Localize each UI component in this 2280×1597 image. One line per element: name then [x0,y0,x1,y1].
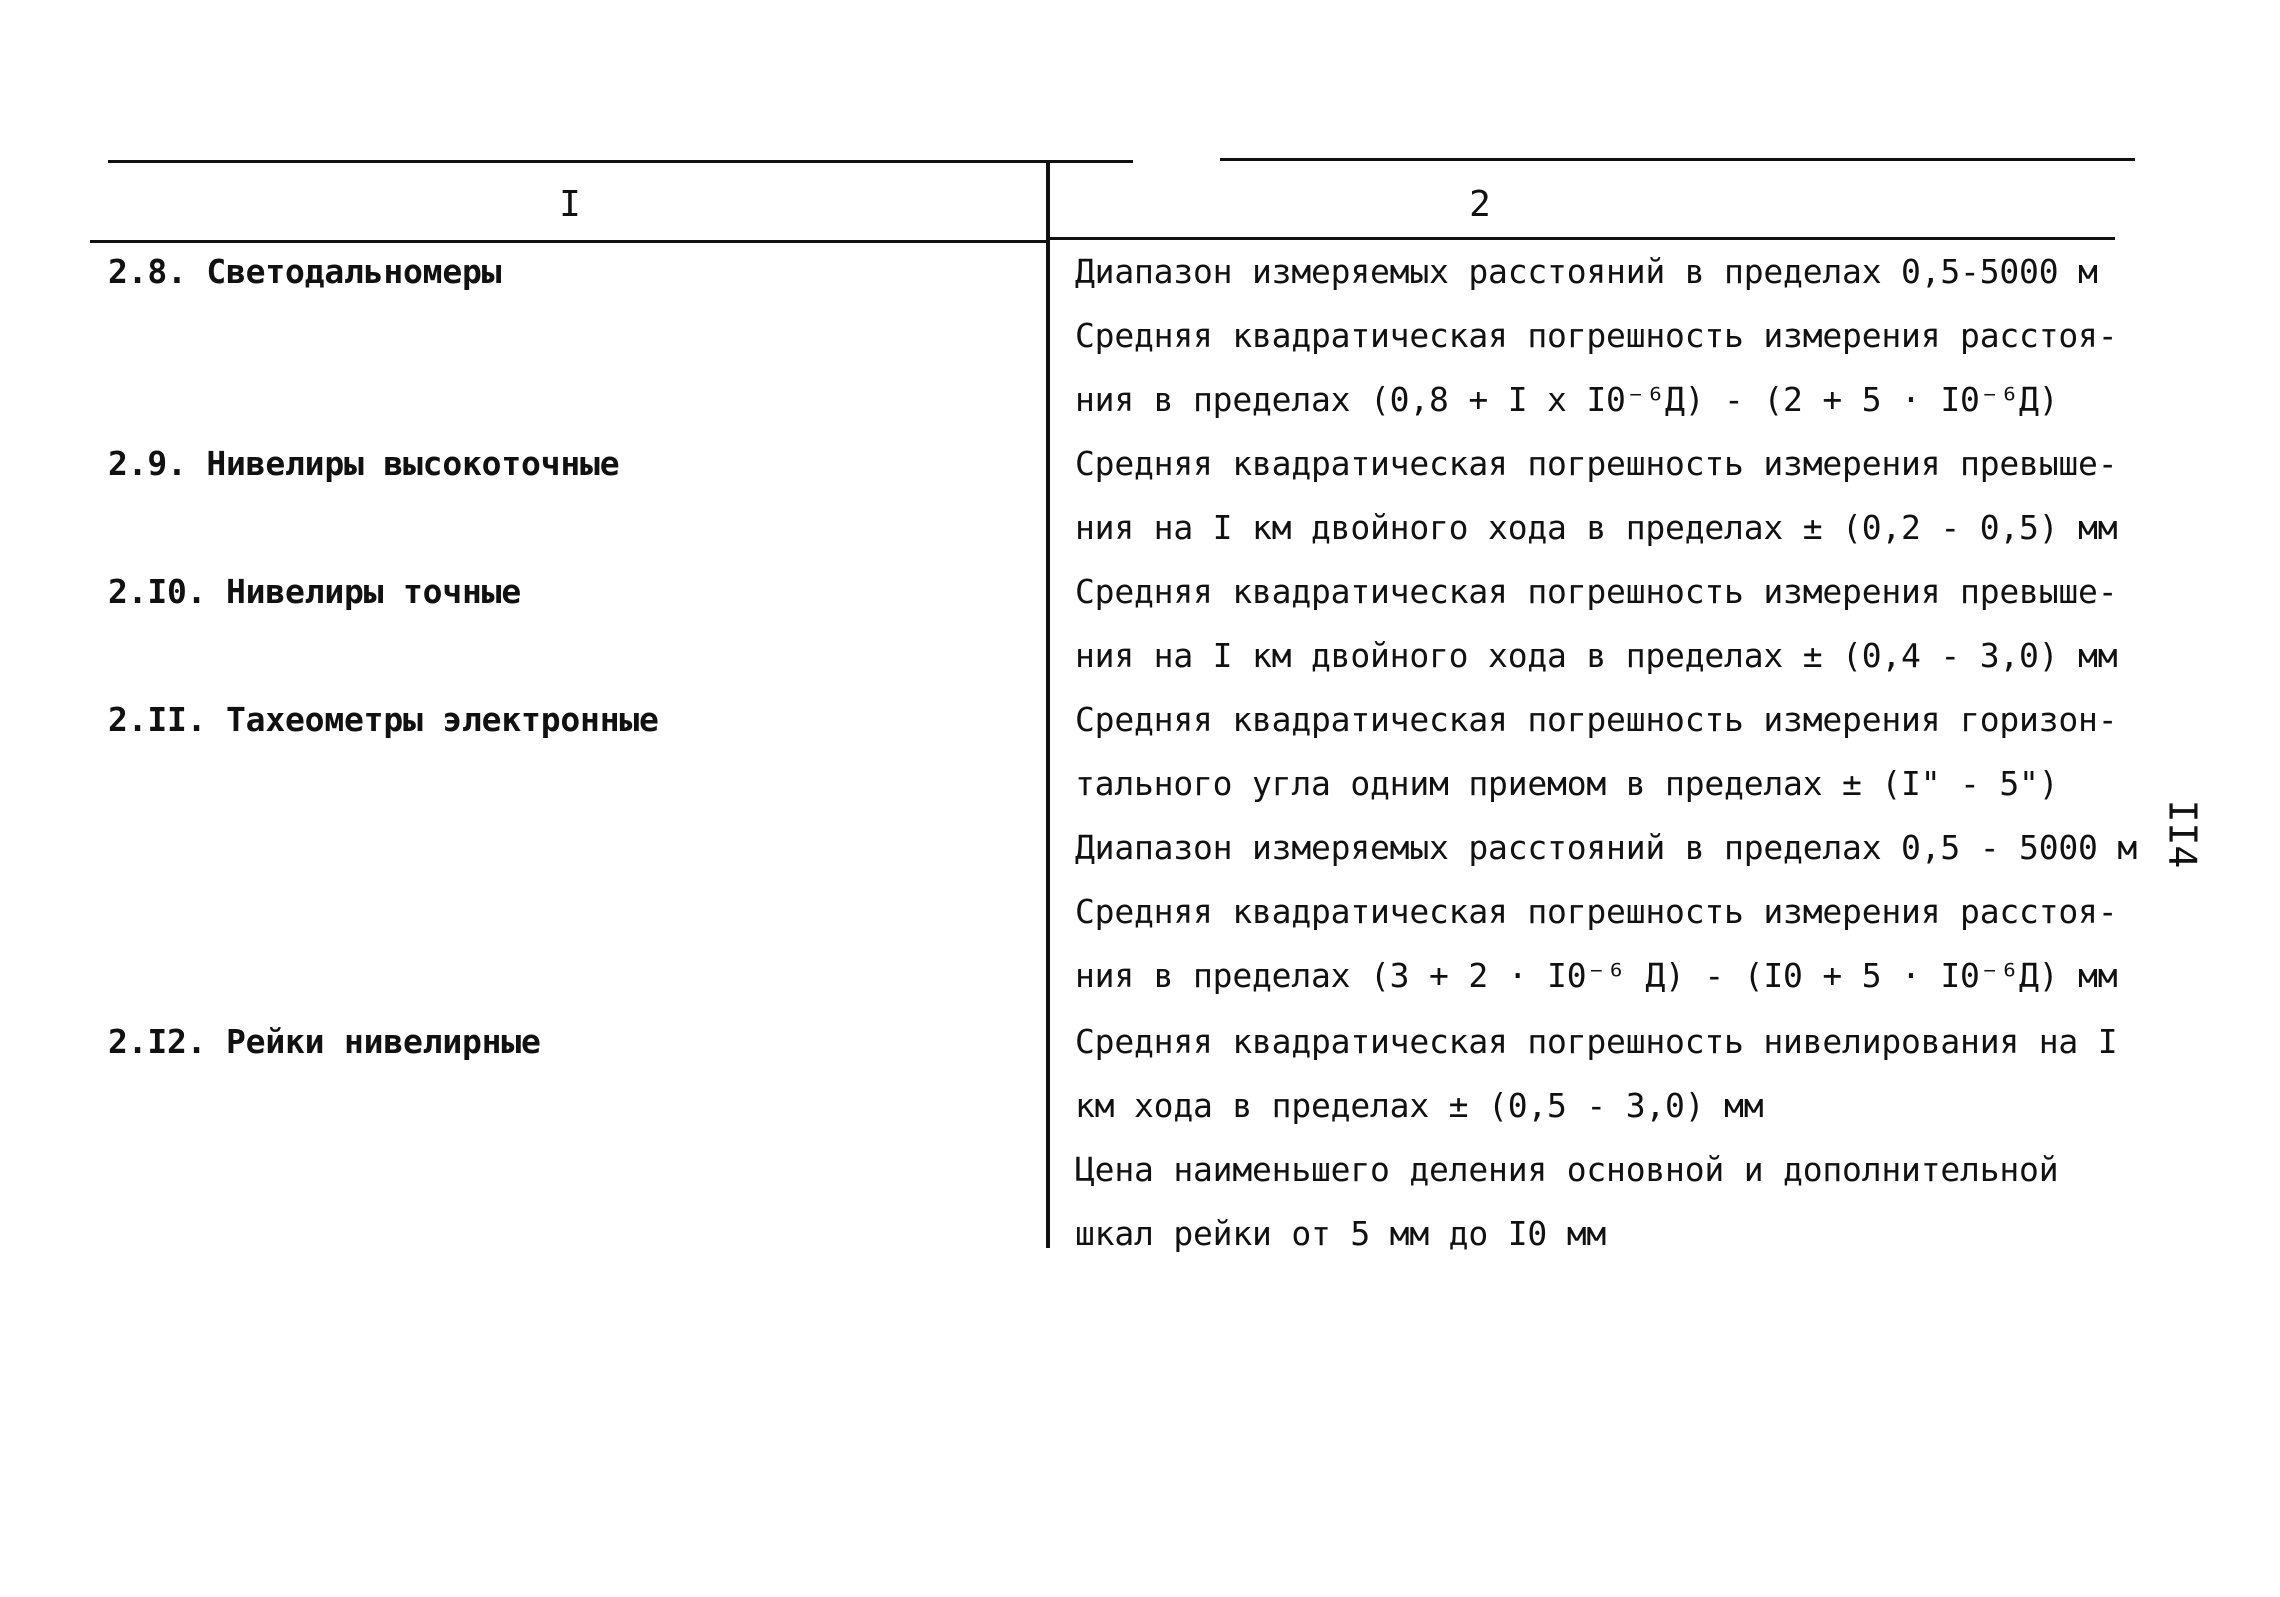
description-line: шкал рейки от 5 мм до I0 мм [1075,1214,1607,1253]
description-line: Диапазон измеряемых расстояний в пределах 0,5-5000 м [1075,252,2098,291]
description-line: Средняя квадратическая погрешность измерения расстоя- [1075,316,2118,355]
description-line: Диапазон измеряемых расстояний в пределах 0,5 - 5000 м [1075,828,2138,867]
description-line: ния на I км двойного хода в пределах ± (0,2 - 0,5) мм [1075,508,2118,547]
row-2-9-label: 2.9. Нивелиры высокоточные [108,444,620,483]
description-line: Средняя квадратическая погрешность измерения горизон- [1075,700,2118,739]
column-header-1: I [559,184,581,225]
description-line: ния на I км двойного хода в пределах ± (0,4 - 3,0) мм [1075,636,2118,675]
row-2-11-label: 2.II. Тахеометры электронные [108,700,659,739]
description-line: Средняя квадратическая погрешность нивелирования на I [1075,1022,2118,1061]
column-header-2: 2 [1469,184,1491,225]
row-2-10-description [1075,560,2117,688]
row-2-8-description [1075,240,2117,432]
description-line: ния в пределах (3 + 2 · I0⁻⁶ Д) - (I0 + 5 · I0⁻⁶Д) мм [1075,956,2118,995]
description-line: ния в пределах (0,8 + I x I0⁻⁶Д) - (2 + 5 · I0⁻⁶Д) [1075,380,2059,419]
column-divider [1046,160,1050,1248]
row-2-9-description [1075,432,2117,560]
row-2-12-description [1075,1010,2117,1266]
row-2-8-label: 2.8. Светодальномеры [108,252,502,291]
description-line: Средняя квадратическая погрешность измерения превыше- [1075,572,2118,611]
table-top-rule-right [1220,158,2135,161]
row-2-12-label: 2.I2. Рейки нивелирные [108,1022,541,1061]
description-line: тального угла одним приемом в пределах ± (I" - 5") [1075,764,2059,803]
description-line: Средняя квадратическая погрешность измерения превыше- [1075,444,2118,483]
page-number: II4 [2160,799,2205,869]
description-line: Цена наименьшего деления основной и дополнительной [1075,1150,2059,1189]
description-line: км хода в пределах ± (0,5 - 3,0) мм [1075,1086,1764,1125]
row-2-11-description [1075,688,2137,1008]
row-2-10-label: 2.I0. Нивелиры точные [108,572,522,611]
description-line: Средняя квадратическая погрешность измерения расстоя- [1075,892,2118,931]
table-top-rule [108,160,1133,163]
